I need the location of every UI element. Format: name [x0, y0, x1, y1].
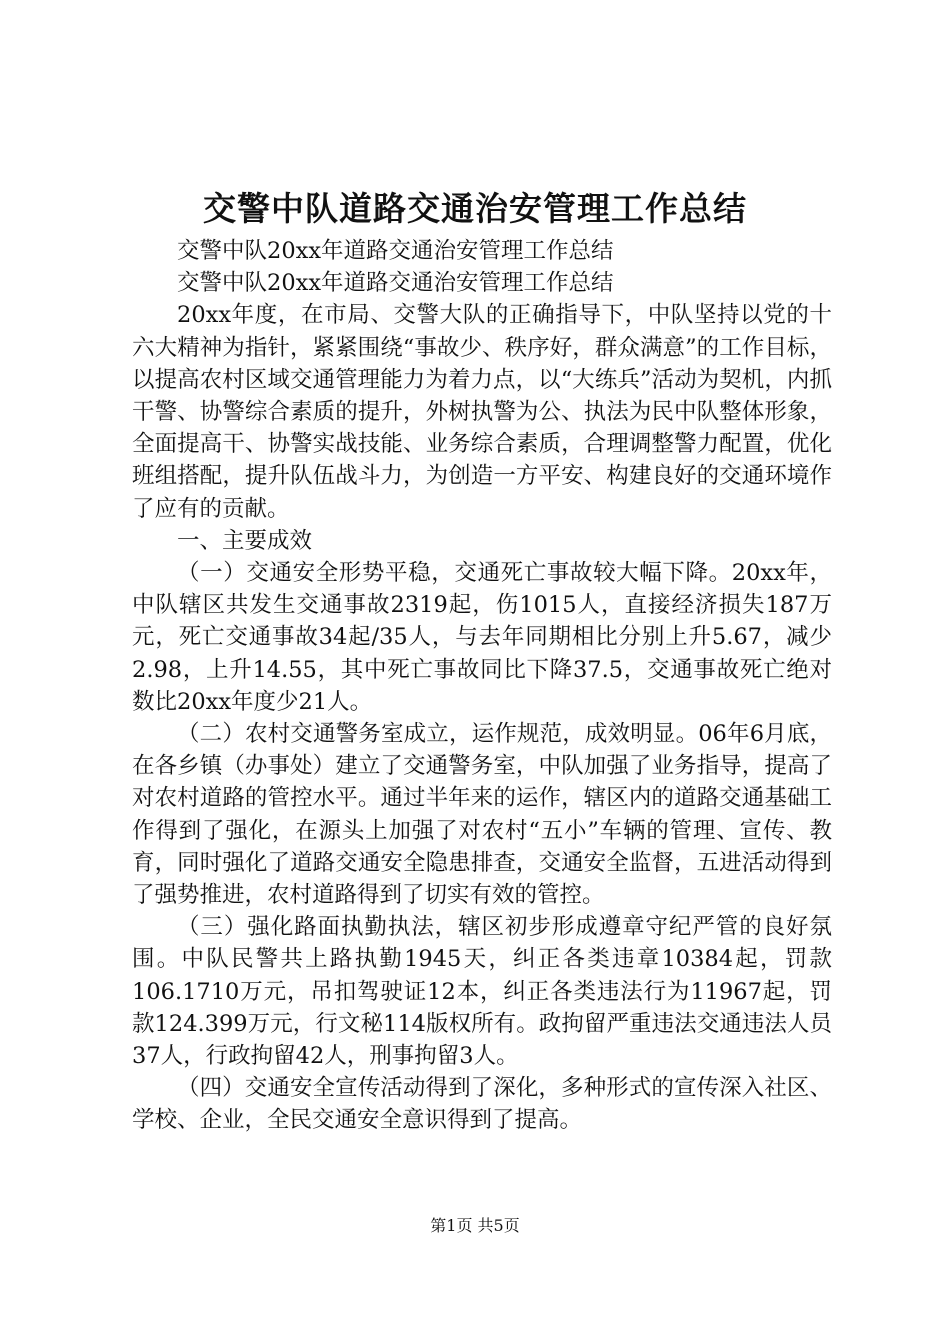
document-title: 交警中队道路交通治安管理工作总结: [203, 189, 747, 228]
intro-paragraph: 20xx年度，在市局、交警大队的正确指导下，中队坚持以党的十六大精神为指针，紧紧围绕“事故少、秩序好，群众满意”的工作目标，以提高农村区域交通管理能力为着力点，以“大练兵”活动为契机，内抓干警、协警综合素质的提升，外树执警为公、执法为民中队整体形象，全面提高干、协警实战技能、业务综合素质，合理调整警力配置，优化班组搭配，提升队伍战斗力，为创造一方平安、构建良好的交通环境作了应有的贡献。: [132, 302, 832, 522]
page-footer: 第1页 共5页: [430, 1216, 520, 1235]
body-paragraph: （四）交通安全宣传活动得到了深化，多种形式的宣传深入社区、学校、企业，全民交通安全意识得到了提高。: [132, 1075, 832, 1134]
body-paragraph: （二）农村交通警务室成立，运作规范，成效明显。06年6月底，在各乡镇（办事处）建立了交通警务室，中队加强了业务指导，提高了对农村道路的管控水平。通过半年来的运作，辖区内的道路交通基础工作得到了强化，在源头上加强了对农村“五小”车辆的管理、宣传、教育，同时强化了道路交通安全隐患排查，交通安全监督，五进活动得到了强势推进，农村道路得到了切实有效的管控。: [132, 721, 832, 909]
section-heading: 一、主要成效: [177, 527, 313, 554]
body-paragraph: （一）交通安全形势平稳，交通死亡事故较大幅下降。20xx年，中队辖区共发生交通事故2319起，伤1015人，直接经济损失187万元，死亡交通事故34起/35人，与去年同期相比分别上升5.67，减少2.98，上升14.55，其中死亡事故同比下降37.5，交通事故死亡绝对数比20xx年度少21人。: [132, 560, 832, 715]
subtitle-line: 交警中队20xx年道路交通治安管理工作总结: [177, 270, 614, 297]
body-paragraph: （三）强化路面执勤执法，辖区初步形成遵章守纪严管的良好氛围。中队民警共上路执勤1945天，纠正各类违章10384起，罚款106.1710万元，吊扣驾驶证12本，纠正各类违法行为11967起，罚款124.399万元，行文秘114版权所有。政拘留严重违法交通违法人员37人，行政拘留42人，刑事拘留3人。: [132, 914, 832, 1070]
document-body: [132, 235, 832, 1137]
subtitle-line: 交警中队20xx年道路交通治安管理工作总结: [177, 238, 614, 264]
